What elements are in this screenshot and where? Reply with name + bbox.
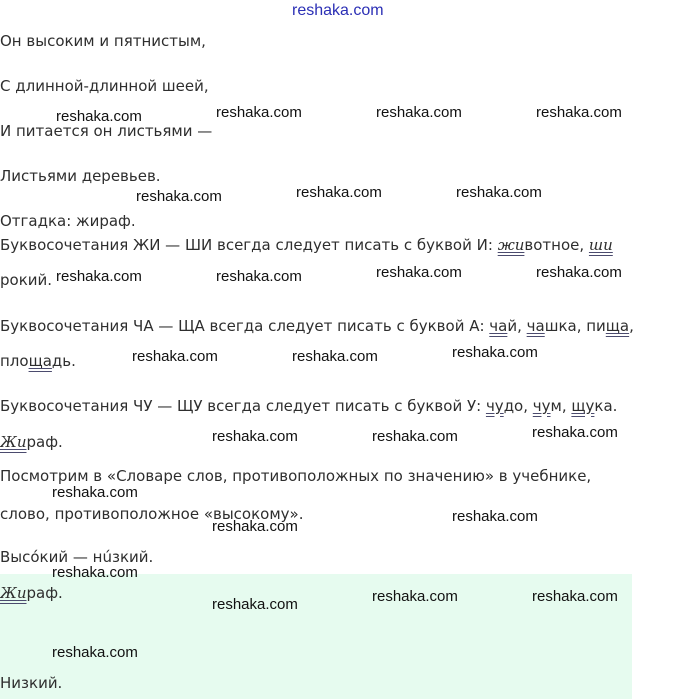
- riddle-answer: Отгадка: жираф.: [0, 212, 136, 230]
- rule-cha-shcha-cont-rest: дь.: [51, 352, 76, 370]
- rule-chu-shchu-intro: Буквосочетания ЧУ — ЩУ всегда следует писать с буквой У:: [0, 397, 486, 415]
- poem-line-3: И питается он листьями —: [0, 122, 213, 140]
- poem-line-1: Он высоким и пятнистым,: [0, 32, 206, 50]
- rule-chu-shchu: [0, 397, 617, 415]
- rule-chu-shchu-example-1-highlight: чу: [485, 397, 504, 415]
- rule-zhi-shi-example-1-rest: вотное,: [524, 236, 589, 254]
- watermark: reshaka.com: [296, 184, 382, 201]
- rule-cha-shcha-cont-pre: пло: [0, 352, 29, 370]
- watermark: reshaka.com: [536, 104, 622, 121]
- watermark: reshaka.com: [452, 344, 538, 361]
- dictionary-line-2: слово, противоположное «высокому».: [0, 505, 304, 523]
- rule-cha-shcha-intro: Буквосочетания ЧА — ЩА всегда следует писать с буквой А:: [0, 317, 490, 335]
- word-zhiraf-1-rest: раф.: [26, 433, 63, 451]
- rule-chu-shchu-example-2-rest: м,: [550, 397, 572, 415]
- watermark: reshaka.com: [292, 348, 378, 365]
- word-zhiraf-1-highlight: Жи: [0, 433, 27, 451]
- rule-zhi-shi-intro: Буквосочетания ЖИ — ШИ всегда следует писать с буквой И:: [0, 236, 498, 254]
- watermark: reshaka.com: [372, 428, 458, 445]
- watermark: reshaka.com: [532, 588, 618, 605]
- rule-zhi-shi-continuation: рокий.: [0, 271, 53, 289]
- answer-word-zhiraf-rest: раф.: [26, 584, 63, 602]
- rule-cha-shcha-example-3-highlight: ща: [605, 317, 630, 335]
- watermark: reshaka.com: [536, 264, 622, 281]
- answer-word-nizkiy: Низкий.: [0, 674, 63, 692]
- rule-cha-shcha-example-2-highlight: ча: [526, 317, 545, 335]
- word-zhiraf-1: [0, 433, 63, 451]
- poem-line-4: Листьями деревьев.: [0, 167, 161, 185]
- watermark: reshaka.com: [212, 518, 298, 535]
- watermark: reshaka.com: [376, 104, 462, 121]
- antonym-pair: Высóкий — нúзкий.: [0, 548, 154, 566]
- watermark: reshaka.com: [452, 508, 538, 525]
- rule-chu-shchu-example-1-rest: до,: [503, 397, 533, 415]
- rule-cha-shcha-example-1-rest: й,: [507, 317, 527, 335]
- watermark: reshaka.com: [52, 564, 138, 581]
- answer-word-zhiraf: [0, 584, 63, 602]
- poem-line-2: С длинной-длинной шеей,: [0, 77, 209, 95]
- dictionary-line-1: Посмотрим в «Словаре слов, противоположных по значению» в учебнике,: [0, 467, 592, 485]
- watermark: reshaka.com: [56, 268, 142, 285]
- rule-cha-shcha-example-1-highlight: ча: [489, 317, 508, 335]
- rule-zhi-shi-example-2-highlight: ши: [588, 236, 613, 254]
- rule-zhi-shi: [0, 236, 613, 254]
- site-watermark-top: reshaka.com: [292, 2, 384, 19]
- watermark: reshaka.com: [456, 184, 542, 201]
- watermark: reshaka.com: [216, 268, 302, 285]
- watermark: reshaka.com: [372, 588, 458, 605]
- watermark: reshaka.com: [132, 348, 218, 365]
- rule-cha-shcha: [0, 317, 634, 335]
- watermark: reshaka.com: [216, 104, 302, 121]
- watermark: reshaka.com: [52, 484, 138, 501]
- answer-word-zhiraf-highlight: Жи: [0, 584, 27, 602]
- watermark: reshaka.com: [136, 188, 222, 205]
- rule-zhi-shi-example-1-highlight: жи: [497, 236, 525, 254]
- rule-cha-shcha-example-3-rest: ,: [629, 317, 634, 335]
- rule-chu-shchu-example-2-highlight: чу: [532, 397, 551, 415]
- watermark: reshaka.com: [376, 264, 462, 281]
- watermark: reshaka.com: [52, 644, 138, 661]
- rule-cha-shcha-continuation: [0, 352, 76, 370]
- rule-chu-shchu-example-3-highlight: щу: [571, 397, 595, 415]
- rule-chu-shchu-example-3-rest: ка.: [594, 397, 618, 415]
- watermark: reshaka.com: [212, 428, 298, 445]
- watermark: reshaka.com: [56, 108, 142, 125]
- rule-cha-shcha-cont-highlight: ща: [28, 352, 52, 370]
- watermark: reshaka.com: [212, 596, 298, 613]
- watermark: reshaka.com: [532, 424, 618, 441]
- rule-cha-shcha-example-2-rest: шка, пи: [544, 317, 606, 335]
